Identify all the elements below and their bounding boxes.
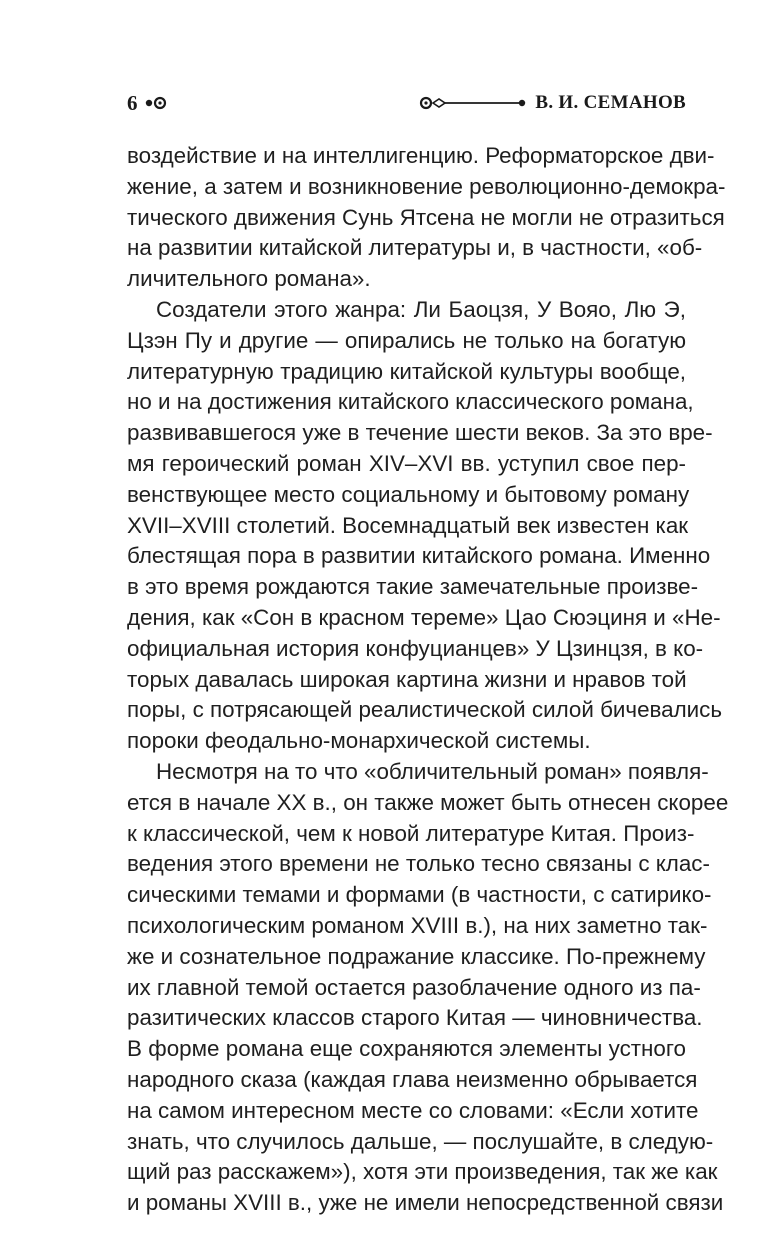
text-line: щий раз расскажем»), хотя эти произведения, так же как — [127, 1159, 718, 1185]
text-line: Цзэн Пу и другие — опирались не только на богатую — [127, 327, 686, 353]
text-line: но и на достижения китайского классического романа, — [127, 389, 694, 415]
text-line: Создатели этого жанра: Ли Баоцзя, У Вояо, Лю Э, — [156, 296, 686, 322]
text-line: XVII–XVIII столетий. Восемнадцатый век известен как — [127, 512, 689, 538]
text-line: знать, что случилось дальше, — послушайте, в следую- — [127, 1128, 714, 1154]
text-line: торых давалась широкая картина жизни и нравов той — [127, 666, 687, 692]
text-line: их главной темой остается разоблачение одного из па- — [127, 974, 701, 1000]
text-line: ется в начале XX в., он также может быть отнесен скорее — [127, 789, 729, 815]
text-line: к классической, чем к новой литературе Китая. Произ- — [127, 820, 695, 846]
text-line: личительного романа». — [127, 266, 371, 292]
page-number: 6 — [127, 90, 138, 115]
text-line: народного сказа (каждая глава неизменно обрывается — [127, 1066, 698, 1092]
text-line: поры, с потрясающей реалистической силой бичевались — [127, 697, 723, 723]
author-name: В. И. СЕМАНОВ — [535, 92, 686, 113]
paragraph — [127, 295, 723, 757]
text-line: официальная история конфуцианцев» У Цзинцзя, в ко- — [127, 635, 704, 661]
text-line: дения, как «Сон в красном тереме» Цао Сюэциня и «Не- — [127, 604, 721, 630]
folio-group — [127, 91, 170, 116]
text-line: разитических классов старого Китая — чиновничества. — [127, 1005, 703, 1031]
text-line: же и сознательное подражание классике. По-прежнему — [127, 943, 706, 969]
text-line: психологическим романом XVIII в.), на них заметно так- — [127, 912, 708, 938]
text-line: венствующее место социальному и бытовому роману — [127, 481, 690, 507]
text-line: жение, а затем и возникновение революционно-демокра- — [127, 173, 726, 199]
text-line: мя героический роман XIV–XVI вв. уступил свое пер- — [127, 450, 686, 476]
author-group — [419, 92, 686, 114]
text-line: Несмотря на то что «обличительный роман» появля- — [156, 758, 709, 784]
text-line: на развитии китайской литературы и, в частности, «об- — [127, 235, 703, 261]
text-line: литературную традицию китайской культуры вообще, — [127, 358, 686, 384]
paragraph — [127, 141, 726, 295]
body-text — [127, 141, 729, 1219]
text-line: ведения этого времени не только тесно связаны с клас- — [127, 851, 710, 877]
text-line: на самом интересном месте со словами: «Если хотите — [127, 1097, 699, 1123]
text-line: пороки феодально-монархической системы. — [127, 728, 591, 754]
line-with-diamond-ornament-icon — [419, 96, 527, 110]
running-header — [127, 88, 686, 118]
text-line: в это время рождаются такие замечательные произве- — [127, 574, 699, 600]
text-line: развивавшегося уже в течение шести веков. За это вре- — [127, 420, 713, 446]
text-line: В форме романа еще сохраняются элементы устного — [127, 1036, 686, 1062]
paragraph — [127, 757, 729, 1219]
text-line: тического движения Сунь Ятсена не могли не отразиться — [127, 204, 725, 230]
text-line: сическими темами и формами (в частности, с сатирико- — [127, 882, 712, 908]
text-line: воздействие и на интеллигенцию. Реформаторское дви- — [127, 143, 715, 168]
text-line: блестящая пора в развитии китайского романа. Именно — [127, 543, 711, 569]
text-line: и романы XVIII в., уже не имели непосредственной связи — [127, 1190, 724, 1216]
double-circle-ornament-icon — [144, 96, 170, 110]
